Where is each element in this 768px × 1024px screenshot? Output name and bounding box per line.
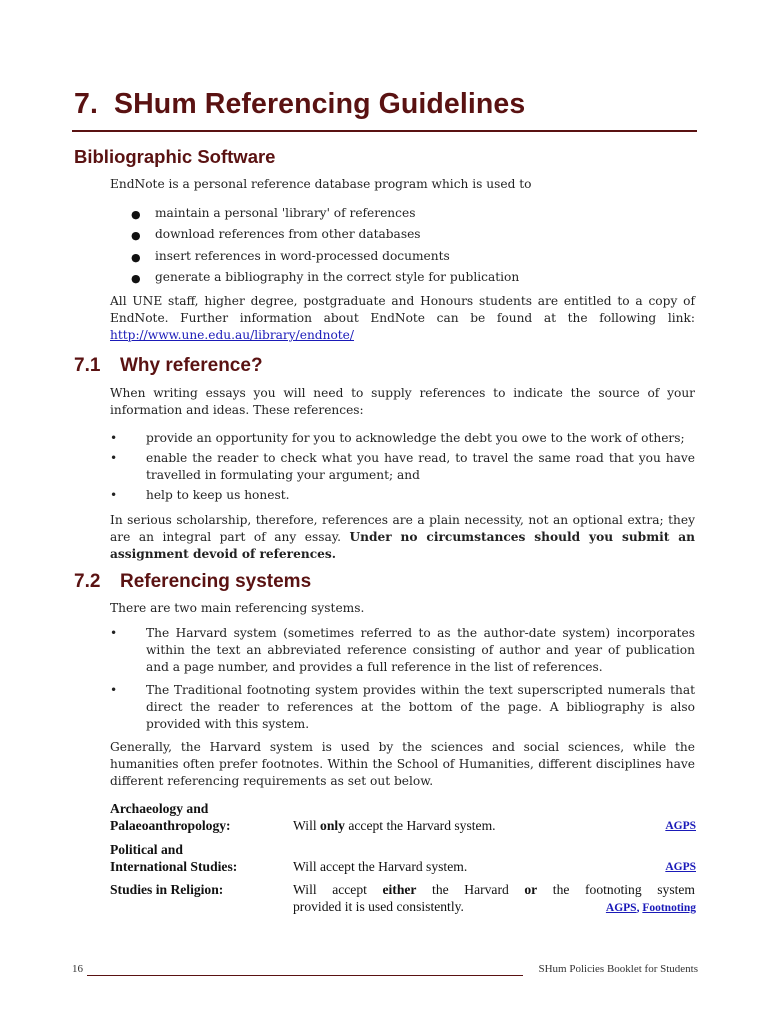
section-heading-referencing-systems bbox=[74, 571, 311, 593]
department-row bbox=[110, 841, 696, 877]
list-item: • The Harvard system (sometimes referred to as the author-date system) incorporates within the text an abbreviated reference consisting of author and year of publication and a page number, and provides a full reference in the list of references. bbox=[110, 626, 695, 674]
page-number: 16 bbox=[72, 963, 83, 975]
chapter-title: SHum Referencing Guidelines bbox=[114, 88, 526, 120]
systems-intro: There are two main referencing systems. bbox=[110, 601, 365, 615]
agps-link[interactable]: AGPS bbox=[665, 820, 696, 832]
why-intro: When writing essays you will need to supply references to indicate the source of your information and ideas. These references: bbox=[110, 386, 695, 417]
bullet-icon: • bbox=[110, 431, 118, 445]
agps-link[interactable]: AGPS bbox=[605, 902, 637, 914]
section-number: 7.1 bbox=[74, 355, 101, 376]
bullet-icon: • bbox=[110, 683, 118, 697]
chapter-heading bbox=[74, 88, 525, 121]
chapter-rule bbox=[72, 130, 697, 132]
systems-paragraph: Generally, the Harvard system is used by the sciences and social sciences, while the humanities often prefer footnotes. Within the School of Humanities, different disciplines have different referencing requirements as set out below. bbox=[110, 740, 695, 788]
list-item: • provide an opportunity for you to acknowledge the debt you owe to the work of others; bbox=[110, 431, 685, 445]
department-requirement: Will accept the Harvard system. bbox=[293, 859, 468, 874]
why-conclusion-emphasis: Under no circumstances should you submit an assignment devoid of references. bbox=[110, 530, 696, 561]
department-row bbox=[110, 800, 696, 836]
bullet-icon: ● bbox=[131, 271, 141, 285]
bullet-icon: • bbox=[110, 451, 118, 465]
department-requirement: Will accept either the Harvard or the footnoting system bbox=[293, 882, 695, 897]
bullet-icon: ● bbox=[131, 250, 141, 264]
systems-bullet-list bbox=[110, 625, 695, 736]
list-item: ● download references from other databases bbox=[128, 226, 519, 247]
section-heading-bibliographic: Bibliographic Software bbox=[74, 146, 276, 167]
endnote-link[interactable]: http://www.une.edu.au/library/endnote/ bbox=[110, 328, 355, 342]
list-item: ● maintain a personal 'library' of references bbox=[128, 205, 519, 226]
section-number: 7.2 bbox=[74, 571, 101, 592]
bullet-icon: • bbox=[110, 488, 118, 502]
list-item: • The Traditional footnoting system provides within the text superscripted numerals that direct the reader to references at the bottom of the page. A bibliography is also provided with this system. bbox=[110, 683, 695, 731]
list-item: • enable the reader to check what you have read, to travel the same road that you have travelled in formulating your argument; and bbox=[110, 451, 695, 482]
department-style-links bbox=[665, 818, 696, 835]
list-item: ● generate a bibliography in the correct style for publication bbox=[128, 269, 519, 290]
why-conclusion: In serious scholarship, therefore, references are a plain necessity, not an optional extra; they are an integral part of any essay. Under no circumstances should you submit an assignment devoid of references. bbox=[110, 513, 696, 561]
section-heading-why-reference bbox=[74, 355, 263, 377]
section-title: Referencing systems bbox=[120, 571, 312, 592]
bibliographic-paragraph: All UNE staff, higher degree, postgraduate and Honours students are entitled to a copy of EndNote. Further information about EndNote can be found at the following link: http://www.une.edu.au/library/endnote/ bbox=[110, 294, 695, 342]
booklet-title: SHum Policies Booklet for Students bbox=[538, 963, 698, 975]
bullet-icon: • bbox=[110, 626, 118, 640]
department-name: Archaeology and Palaeoanthropology: bbox=[110, 801, 231, 833]
bullet-icon: ● bbox=[131, 208, 141, 221]
section-title: Why reference? bbox=[120, 355, 263, 376]
bibliographic-bullet-list bbox=[128, 205, 519, 290]
footer-rule bbox=[87, 975, 523, 976]
chapter-number: 7. bbox=[74, 88, 98, 120]
department-style-links: AGPS, Footnoting bbox=[605, 902, 696, 914]
list-item: • help to keep us honest. bbox=[110, 488, 290, 502]
department-requirement: Will only accept the Harvard system. bbox=[293, 818, 496, 833]
department-name: Studies in Religion: bbox=[110, 882, 224, 897]
agps-link[interactable]: AGPS bbox=[665, 861, 696, 873]
why-bullet-list bbox=[110, 430, 695, 507]
department-style-links bbox=[665, 859, 696, 876]
list-item: ● insert references in word-processed documents bbox=[128, 248, 519, 269]
footnoting-link[interactable]: Footnoting bbox=[642, 902, 696, 914]
department-name: Political and International Studies: bbox=[110, 842, 238, 874]
bullet-icon: ● bbox=[131, 229, 141, 243]
bibliographic-intro: EndNote is a personal reference database program which is used to bbox=[110, 177, 532, 191]
department-row bbox=[110, 881, 696, 917]
department-requirement-continued: provided it is used consistently. bbox=[293, 899, 464, 914]
